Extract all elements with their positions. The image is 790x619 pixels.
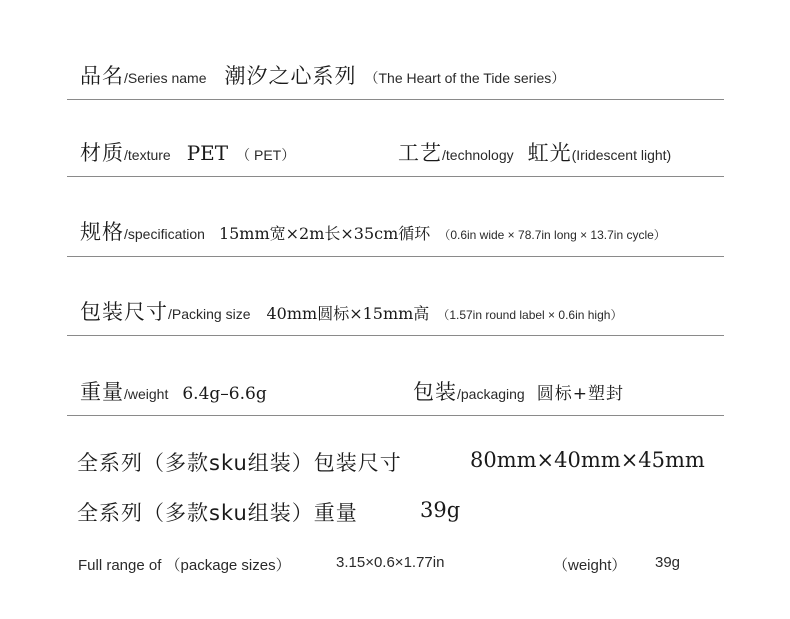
packing-size-label-en: /Packing size	[168, 306, 251, 322]
specification-row	[80, 216, 666, 246]
packaging-label-en: /packaging	[457, 386, 525, 402]
technology-value-en: (Iridescent light)	[571, 147, 672, 163]
texture-row	[80, 137, 295, 167]
divider-3	[67, 256, 724, 257]
series-label-en: /Series name	[124, 70, 207, 86]
series-value-zh: 潮汐之心系列	[224, 64, 357, 88]
packaging-value: 圆标+塑封	[536, 384, 624, 404]
technology-label-en: /technology	[442, 147, 514, 163]
texture-label-zh: 材质	[80, 141, 124, 165]
series-label-zh: 品名	[80, 64, 124, 88]
texture-value: PET	[186, 141, 229, 165]
texture-value-en: （ PET）	[236, 147, 296, 163]
footer-label: Full range of （package sizes）	[78, 557, 291, 574]
divider-2	[67, 176, 724, 177]
texture-label-en: /texture	[124, 147, 171, 163]
divider-1	[67, 99, 724, 100]
packing-size-row	[80, 296, 622, 326]
divider-4	[67, 335, 724, 336]
series-row	[80, 60, 565, 90]
full-range-weight-value: 39g	[420, 498, 461, 522]
series-value-en: （The Heart of the Tide series）	[364, 70, 566, 86]
technology-row	[398, 137, 671, 167]
specification-label-en: /specification	[124, 226, 205, 242]
full-range-size-label: 全系列（多款sku组装）包装尺寸	[77, 451, 402, 475]
packing-size-label-zh: 包装尺寸	[80, 300, 168, 324]
weight-label-en: /weight	[124, 386, 169, 402]
weight-label-zh: 重量	[80, 380, 124, 404]
specification-value: 15mm宽×2m长×35cm循环	[218, 224, 431, 243]
packing-size-value-en: （1.57in round label × 0.6in high）	[437, 308, 623, 322]
packing-size-value: 40mm圆标×15mm高	[266, 304, 430, 323]
packaging-label-zh: 包装	[413, 380, 457, 404]
footer-weight-label: （weight）	[553, 557, 627, 574]
divider-5	[67, 415, 724, 416]
technology-value-zh: 虹光	[527, 141, 572, 165]
weight-row	[80, 376, 267, 406]
specification-label-zh: 规格	[80, 220, 124, 244]
full-range-size-value: 80mm×40mm×45mm	[470, 448, 705, 472]
specification-value-en: （0.6in wide × 78.7in long × 13.7in cycle）	[438, 228, 666, 242]
full-range-weight-label: 全系列（多款sku组装）重量	[77, 501, 358, 525]
footer-size: 3.15×0.6×1.77in	[336, 554, 445, 571]
packaging-row	[413, 376, 624, 406]
technology-label-zh: 工艺	[398, 141, 442, 165]
footer-weight-value: 39g	[655, 554, 681, 571]
weight-value: 6.4g–6.6g	[182, 384, 267, 404]
